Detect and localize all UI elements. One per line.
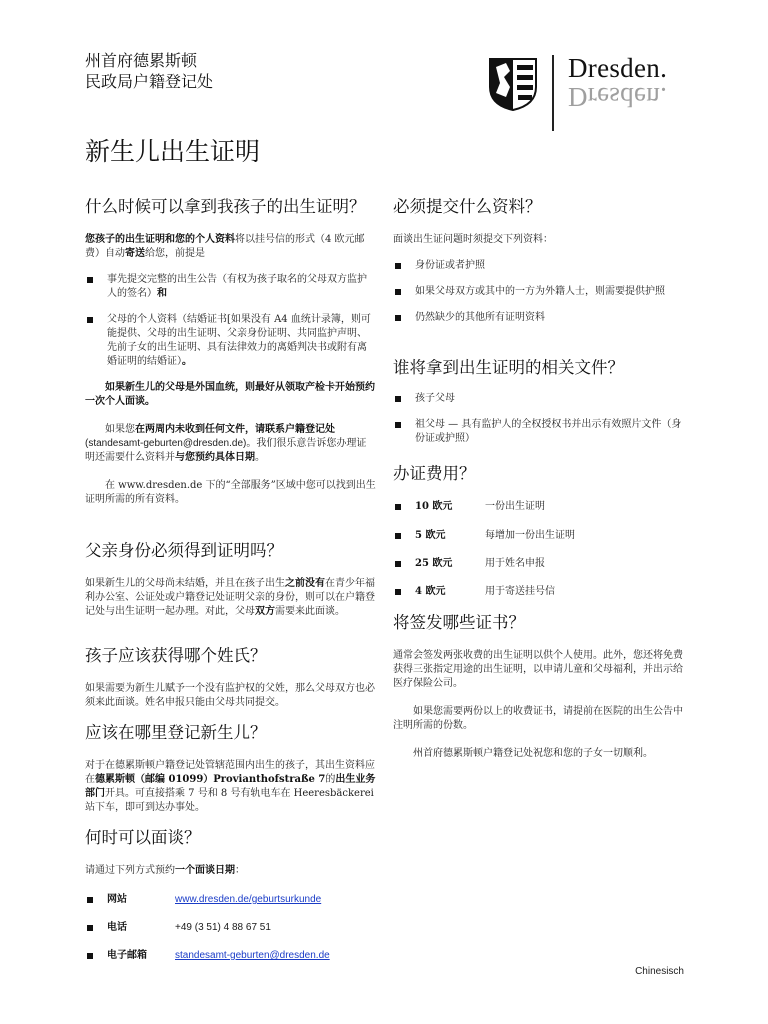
logo-wordmark: Dresden. [568, 53, 668, 83]
paragraph: 州首府德累斯顿户籍登记处祝您和您的子女一切顺利。 [413, 748, 653, 759]
list-item: 事先提交完整的出生公告（有权为孩子取名的父母双方监护人的签名）和 [85, 273, 376, 301]
paragraph: 对于在德累斯顿户籍登记处管辖范围内出生的孩子，其出生资料应在德累斯顿（邮编 01099）Provianthofstraße 7的出生业务部门开具。可直接搭乘 7 号和 8 号有轨电车在 Heeresbäckerei 站下车，即可到达办事处。 [85, 760, 376, 813]
section-who-receives [393, 357, 688, 446]
section-when-certificate [85, 196, 376, 507]
list-item: 仍然缺少的其他所有证明资料 [393, 311, 688, 325]
section-heading: 必须提交什么资料？ [393, 197, 542, 216]
logo-wordmark-reflection: Dresden. [568, 82, 668, 112]
list-item: 如果父母双方或其中的一方为外籍人士，则需要提供护照 [393, 285, 688, 299]
section-required-documents [393, 196, 688, 325]
paragraph: 在 www.dresden.de 下的“全部服务”区域中您可以找到出生证明所需的所有资料。 [85, 480, 376, 505]
section-certificates-issued [393, 612, 688, 761]
list-item: 身份证或者护照 [393, 259, 688, 273]
phone-number: +49 (3 51) 4 88 67 51 [175, 922, 271, 933]
website-link[interactable]: www.dresden.de/geburtsurkunde [175, 894, 322, 905]
language-label: Chinesisch [635, 966, 684, 977]
section-heading: 父亲身份必须得到证明吗？ [85, 541, 283, 560]
section-heading: 什么时候可以拿到我孩子的出生证明？ [85, 197, 366, 216]
org-line-2: 民政局户籍登记处 [85, 72, 214, 91]
paragraph: 如果您需要两份以上的收费证书，请提前在医院的出生公告中注明所需的份数。 [393, 706, 683, 731]
section-heading: 谁将拿到出生证明的相关文件？ [393, 358, 624, 377]
list-item: 父母的个人资料（结婚证书[如果没有 A4 血统计录簿，则可能提供、父母的出生证明、父亲身份证明、共同监护声明、先前子女的出生证明、具有法律效力的离婚判决书或附有离婚证明的结婚证）。 [85, 313, 376, 369]
paragraph: 如果新生儿的父母是外国血统，则最好从领取产检卡开始预约一次个人面谈。 [85, 382, 375, 407]
section-heading: 何时可以面谈？ [85, 828, 201, 847]
paragraph: 您孩子的出生证明和您的个人资料将以挂号信的形式（4 欧元邮费）自动寄送给您，前提是 [85, 234, 365, 259]
email-link[interactable]: standesamt-geburten@dresden.de [175, 950, 330, 961]
section-appointment [85, 827, 376, 878]
organization-name [85, 50, 213, 92]
logo-divider [552, 55, 554, 131]
section-fees [393, 463, 688, 484]
section-heading: 办证费用？ [393, 464, 476, 483]
coat-of-arms-icon [488, 57, 538, 111]
section-heading: 将签发哪些证书？ [393, 613, 525, 632]
dresden-logo [488, 55, 688, 133]
paragraph: 通常会签发两张收费的出生证明以供个人使用。此外，您还将免费获得三张指定用途的出生证明，以申请儿童和父母福利，并出示给医疗保险公司。 [393, 650, 683, 689]
paragraph: 如果新生儿的父母尚未结婚，并且在孩子出生之前没有在青少年福利办公室、公证处或户籍登记处证明父亲的身份，则可以在户籍登记处与出生证明一起办理。对此，父母双方需要来此面谈。 [85, 578, 375, 617]
section-paternity [85, 540, 376, 619]
section-heading: 应该在哪里登记新生儿？ [85, 723, 267, 742]
section-where-register [85, 722, 376, 815]
paragraph: 如果您在两周内未收到任何文件，请联系户籍登记处(standesamt-geburten@dresden.de)。我们很乐意告诉您办理证明还需要什么资料并与您预约具体日期。 [85, 424, 367, 463]
section-heading: 孩子应该获得哪个姓氏？ [85, 646, 267, 665]
list-item: 祖父母 — 具有监护人的全权授权书并出示有效照片文件（身份证或护照） [393, 418, 688, 446]
section-surname [85, 645, 376, 710]
paragraph: 面谈出生证问题时须提交下列资料： [393, 234, 553, 245]
paragraph: 请通过下列方式预约一个面谈日期： [85, 865, 245, 876]
list-item: 孩子父母 [393, 392, 688, 406]
page-title: 新生儿出生证明 [85, 137, 261, 166]
paragraph: 如果需要为新生儿赋予一个没有监护权的父姓，那么父母双方也必须来此面谈。姓名申报只能由父母共同提交。 [85, 683, 375, 708]
org-line-1: 州首府德累斯顿 [85, 51, 198, 70]
